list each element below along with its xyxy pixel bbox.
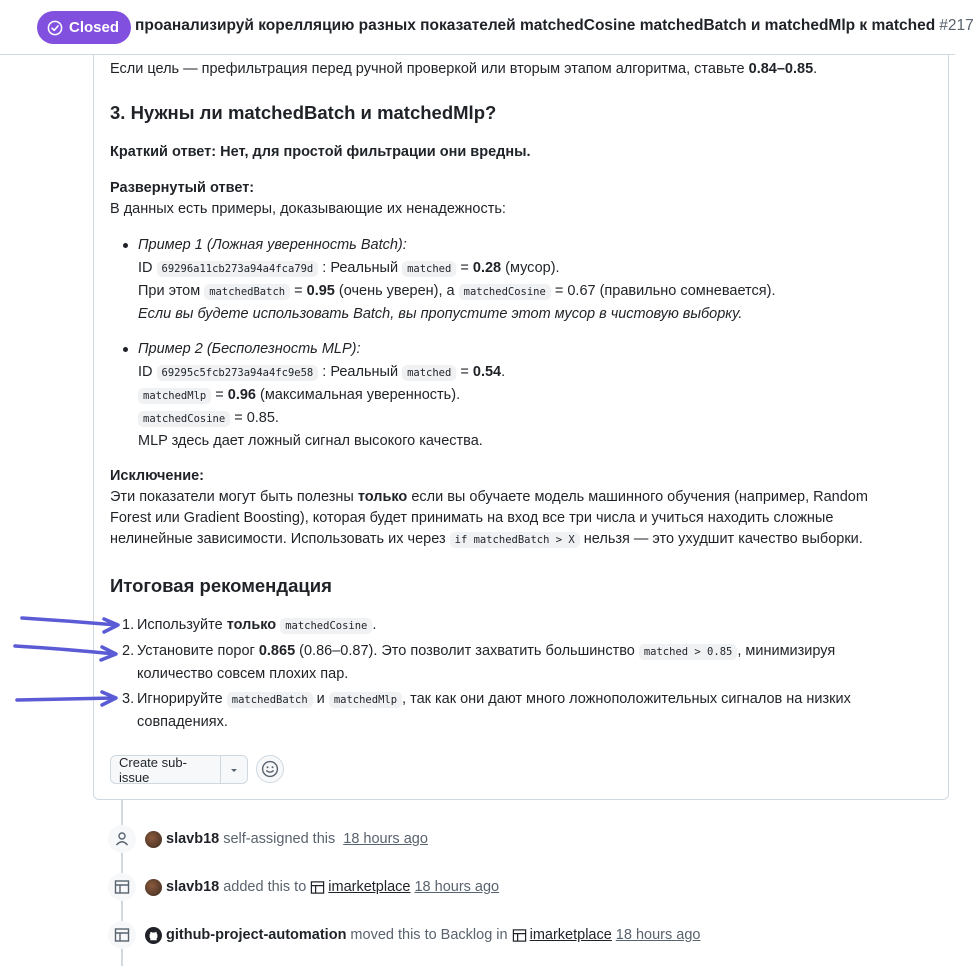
issue-sticky-header xyxy=(0,0,974,55)
github-logo-icon[interactable] xyxy=(145,927,162,944)
exception-line-1: Эти показатели могут быть полезны только если вы обучаете модель машинного обучения (например, Random xyxy=(110,489,868,505)
detailed-answer-label: Развернутый ответ: xyxy=(110,180,255,196)
triangle-down-icon xyxy=(229,765,239,775)
detailed-answer-text: В данных есть примеры, доказывающие их ненадежность: xyxy=(110,201,506,217)
list-item-example-2: Пример 2 (Бесполезность MLP): ID 69295c5fcb273a94a4fc9e58 : Реальный matched = 0.54. matchedMlp = 0.96 (максимальная уверенность). matchedCosine = 0.85. MLP здесь дает ложный сигнал высокого качества. xyxy=(138,339,505,454)
issue-state-badge xyxy=(37,11,131,44)
timeline-event-self-assigned: slavb18 self-assigned this 18 hours ago xyxy=(108,824,428,854)
timeline-user[interactable]: github-project-automation xyxy=(166,927,347,943)
exception-line-2: Forest или Gradient Boosting), которая будет принимать на вход все три числа и учиться находить сложные xyxy=(110,510,834,526)
issue-title-text: проанализируй корелляцию разных показателей matchedCosine matchedBatch и matchedMlp к matched xyxy=(135,17,936,34)
project-link[interactable]: imarketplace xyxy=(529,927,612,943)
create-sub-issue-button[interactable] xyxy=(110,755,248,784)
timeline-time[interactable]: 18 hours ago xyxy=(615,927,701,943)
table-icon xyxy=(108,873,136,901)
short-answer: Краткий ответ: Нет, для простой фильтрации они вредны. xyxy=(110,144,531,160)
issue-comment-card: Если цель — префильтрация перед ручной проверкой или вторым этапом алгоритма, ставьте 0.84–0.85. 3. Нужны ли matchedBatch и matchedMlp? Краткий ответ: Нет, для простой фильтрации они вредны. Развернутый ответ: В данных есть примеры, доказывающие их ненадежность: Пример 1 (Ложная уверенность Batch): ID 69296a11cb273a94a4fca79d : Реальный matched = 0.28 (мусор). При этом matchedBatch = 0.95 (очень уверен), а matchedCosine = 0.67 (правильно сомневается). Если вы будете использовать Batch, вы пропустите этот мусор в чистовую выборку. Пример 2 (Бесполезность MLP): ID 69295c5fcb273a94a4fc9e58 : Реальный matched = 0.54. matchedMlp = 0.96 (максимальная уверенность). matchedCosine = 0.85. MLP здесь дает ложный сигнал высокого качества. Исключение: Эти показатели могут быть полезны только если вы обучаете модель машинного обучения (например, Random Forest или Gradient Boosting), которая будет принимать на вход все три числа и учиться находить сложные нелинейные зависимости. Использовать их через if matchedBatch > X нельзя — это ухудшит качество выборки. Итоговая рекомендация 1. Используйте только matchedCosine . 2. Установите порог 0.865 (0.86–0.87). Это позволит захватить большинство matched > 0.85 , минимизируя количество совсем плохих пар. 3. Игнорируйте matchedBatch и matchedMlp , так как они дают много ложноположительных сигналов на низких совпадениях. Create sub-issue xyxy=(93,30,949,800)
bullet xyxy=(123,243,128,248)
add-reaction-button[interactable] xyxy=(256,755,284,783)
project-table-icon xyxy=(310,880,325,895)
avatar[interactable] xyxy=(145,831,162,848)
summary-heading: Итоговая рекомендация xyxy=(110,575,332,596)
timeline-event-added-to-project: slavb18 added this to imarketplace 18 hours ago xyxy=(108,872,499,902)
create-sub-issue-label[interactable]: Create sub-issue xyxy=(111,756,221,783)
project-table-icon xyxy=(512,928,527,943)
intro-paragraph: Если цель — префильтрация перед ручной проверкой или вторым этапом алгоритма, ставьте 0.84–0.85. xyxy=(110,61,818,77)
exception-label: Исключение: xyxy=(110,468,205,484)
sub-issue-dropdown-toggle[interactable] xyxy=(221,756,247,783)
person-icon xyxy=(108,825,136,853)
issue-title xyxy=(135,17,974,35)
timeline-user[interactable]: slavb18 xyxy=(166,831,220,847)
list-item-example-1: Пример 1 (Ложная уверенность Batch): ID 69296a11cb273a94a4fca79d : Реальный matched = 0.28 (мусор). При этом matchedBatch = 0.95 (очень уверен), а matchedCosine = 0.67 (правильно сомневается). Если вы будете использовать Batch, вы пропустите этот мусор в чистовую выборку. xyxy=(138,235,775,327)
issue-number[interactable]: #217 xyxy=(939,17,974,34)
table-icon xyxy=(108,921,136,949)
bullet xyxy=(123,347,128,352)
smiley-icon xyxy=(261,760,279,778)
timeline-time[interactable]: 18 hours ago xyxy=(414,879,500,895)
section-heading-3: 3. Нужны ли matchedBatch и matchedMlp? xyxy=(110,102,497,123)
timeline-time[interactable]: 18 hours ago xyxy=(343,831,428,847)
issue-state-label: Closed xyxy=(69,19,120,36)
check-circle-icon xyxy=(47,20,63,36)
timeline-user[interactable]: slavb18 xyxy=(166,879,220,895)
exception-line-3: нелинейные зависимости. Использовать их через if matchedBatch > X нельзя — это ухудшит качество выборки. xyxy=(110,531,863,547)
timeline-event-moved-to-backlog: github-project-automation moved this to Backlog in imarketplace 18 hours ago xyxy=(108,920,700,950)
project-link[interactable]: imarketplace xyxy=(328,879,411,895)
avatar[interactable] xyxy=(145,879,162,896)
